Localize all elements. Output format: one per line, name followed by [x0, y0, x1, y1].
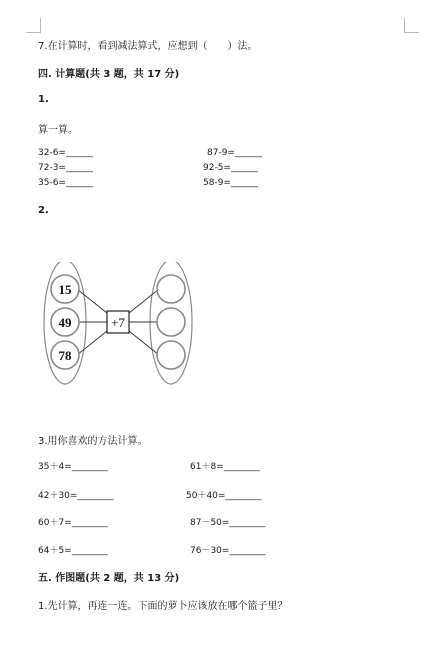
q1-left-problem-2: 72-3=______ — [38, 163, 93, 173]
q1-number: 1. — [38, 94, 49, 105]
q2-number: 2. — [38, 205, 49, 216]
connector-line — [129, 331, 159, 355]
add-seven-diagram — [38, 262, 198, 396]
section-5-question-1: 1.先计算，再连一连。下面的萝卜应该放在哪个篮子里？ — [38, 601, 288, 612]
input-value-2: 49 — [58, 315, 72, 330]
q1-right-problem-2: 92-5=______ — [203, 163, 258, 173]
connector-line — [77, 331, 107, 355]
input-value-3: 78 — [58, 348, 72, 363]
q3-left-problem-3: 60＋7=________ — [38, 518, 108, 528]
q1-right-problem-1: 87-9=______ — [207, 148, 262, 158]
input-value-1: 15 — [58, 282, 72, 297]
q3-left-problem-1: 35＋4=________ — [38, 462, 108, 472]
q1-left-problem-1: 32-6=______ — [38, 148, 93, 158]
section-4-heading: 四. 计算题(共 3 题，共 17 分) — [38, 69, 180, 80]
q3-right-problem-2: 50＋40=________ — [186, 491, 262, 501]
page-corner-mark-right — [404, 18, 419, 33]
q1-instruction: 算一算。 — [38, 125, 78, 136]
answer-circle-3[interactable] — [157, 341, 185, 369]
answer-circle-1[interactable] — [157, 275, 185, 303]
answer-circle-2[interactable] — [157, 308, 185, 336]
q3-right-problem-1: 61＋8=________ — [190, 462, 260, 472]
operator-label: +7 — [111, 315, 125, 330]
q3-right-problem-3: 87－50=________ — [190, 518, 266, 528]
q3-instruction: 3.用你喜欢的方法计算。 — [38, 436, 148, 447]
q3-left-problem-2: 42＋30=________ — [38, 491, 114, 501]
connector-line — [77, 289, 107, 313]
q1-right-problem-3: 58-9=______ — [203, 178, 258, 188]
question-7: 7.在计算时，看到减法算式，应想到（ ）法。 — [38, 41, 258, 52]
section-5-heading: 五. 作图题(共 2 题，共 13 分) — [38, 573, 180, 584]
q1-left-problem-3: 35-6=______ — [38, 178, 93, 188]
page-corner-mark-left — [26, 18, 41, 33]
connector-line — [129, 289, 159, 313]
q3-left-problem-4: 64＋5=________ — [38, 546, 108, 556]
q3-right-problem-4: 76－30=________ — [190, 546, 266, 556]
